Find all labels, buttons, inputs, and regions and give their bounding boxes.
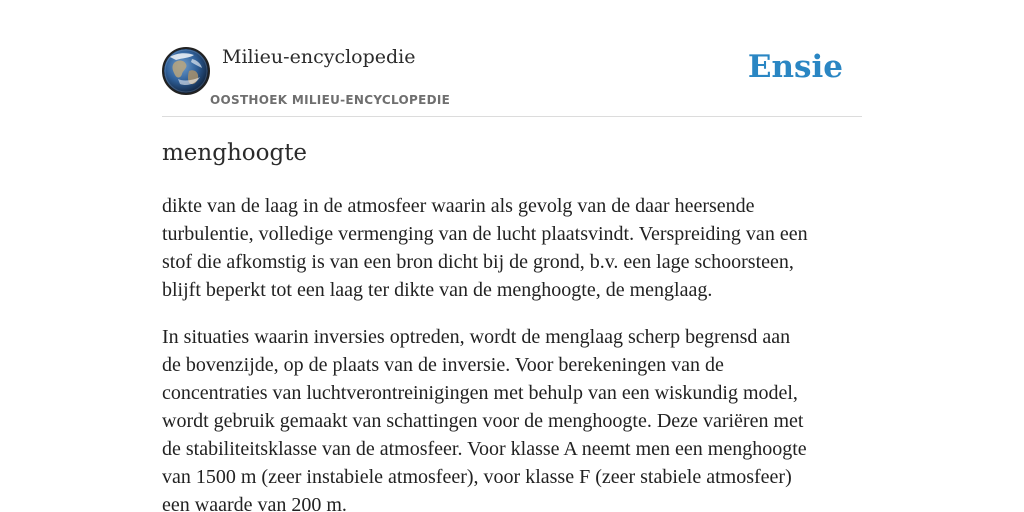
text-line: wordt gebruik gemaakt van schattingen voor de menghoogte. Deze variëren met: [162, 410, 804, 432]
text-line: dikte van de laag in de atmosfeer waarin als gevolg van de daar heersende: [162, 195, 755, 217]
text-line: In situaties waarin inversies optreden, wordt de menglaag scherp begrensd aan: [162, 326, 791, 348]
site-title[interactable]: Milieu-encyclopedie: [222, 46, 416, 68]
earth-globe-icon[interactable]: [162, 47, 210, 95]
text-line: turbulentie, volledige vermenging van de lucht plaatsvindt. Verspreiding van een: [162, 223, 808, 245]
brand-logo-link[interactable]: Ensie: [747, 49, 843, 85]
site-subtitle[interactable]: OOSTHOEK MILIEU-ENCYCLOPEDIE: [210, 93, 451, 107]
text-line: stof die afkomstig is van een bron dicht bij de grond, b.v. een lage schoorsteen,: [162, 251, 794, 273]
definition-paragraph: [162, 192, 862, 304]
text-line: blijft beperkt tot een laag ter dikte van de menghoogte, de menglaag.: [162, 279, 713, 301]
term-title: menghoogte: [162, 140, 308, 166]
page: [162, 0, 862, 512]
text-line: de stabiliteitsklasse van de atmosfeer. Voor klasse A neemt men een menghoogte: [162, 438, 807, 460]
site-header: [162, 0, 862, 117]
text-line: een waarde van 200 m.: [162, 494, 347, 512]
text-line: van 1500 m (zeer instabiele atmosfeer), voor klasse F (zeer stabiele atmosfeer): [162, 466, 792, 488]
definition-paragraph: [162, 323, 862, 512]
text-line: concentraties van luchtverontreinigingen met behulp van een wiskundig model,: [162, 382, 798, 404]
text-line: de bovenzijde, op de plaats van de inversie. Voor berekeningen van de: [162, 354, 724, 376]
